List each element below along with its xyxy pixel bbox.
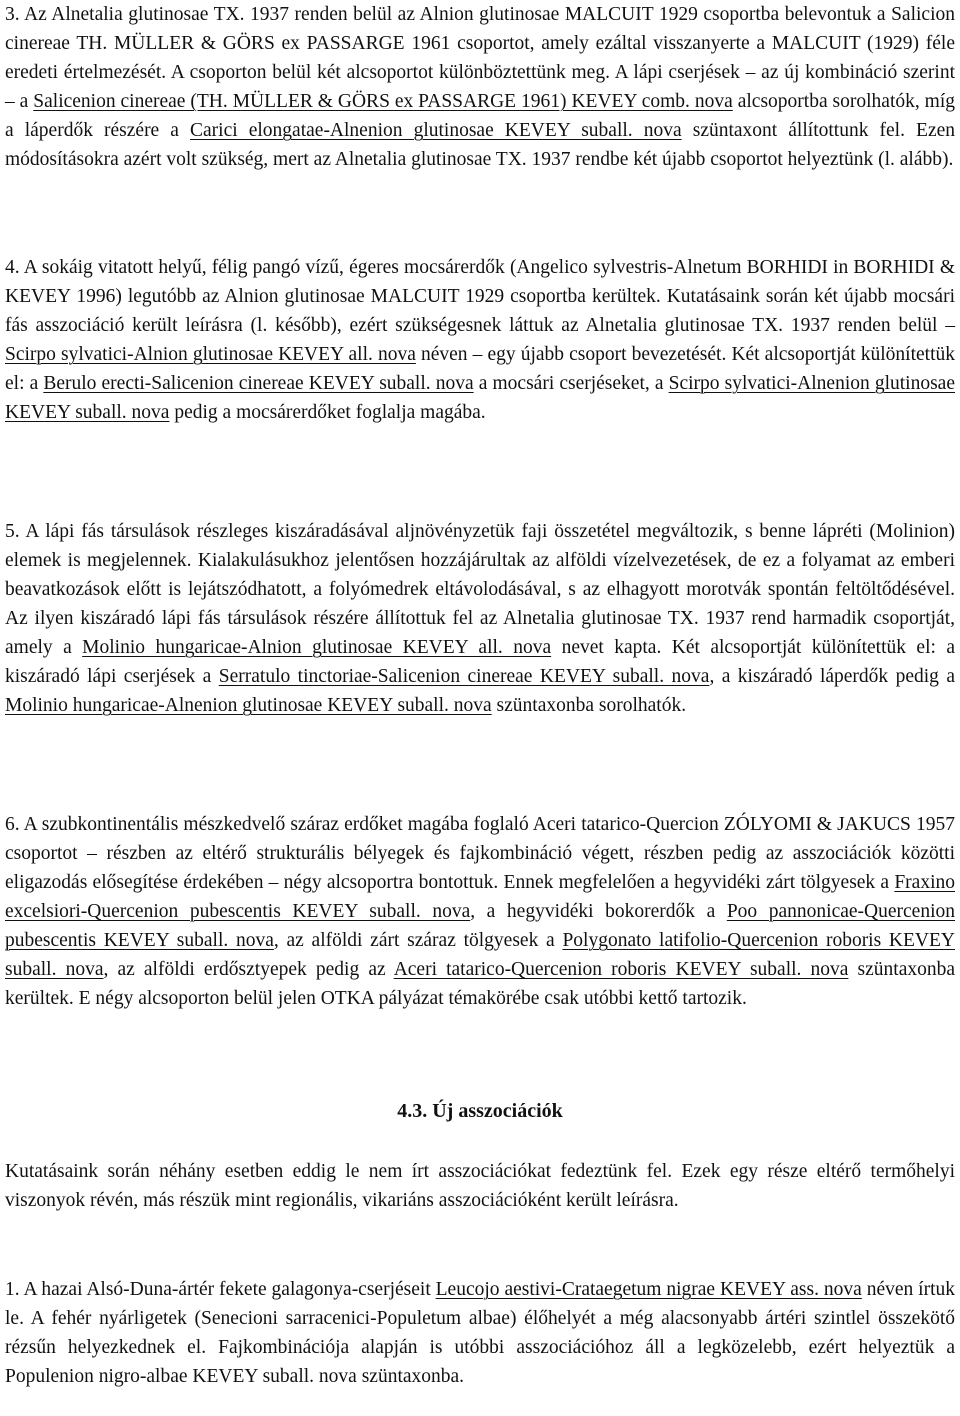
text-segment: 3. Az Alnetalia glutinosae TX. 1937 renden belül az Alnion glutinosae MALCUIT 1929 csoportba belevontuk a Salicion cinereae TH. MÜLLER & GÖRS ex PASSARGE 1961 csoportot, amely ezáltal visszanyerte a MALCUIT (1929) féle eredeti értelmezését. A csoporton belül két alcsoportot különböztettünk meg. A lápi cserjések – az új kombináció szerint – a	[5, 4, 955, 112]
text-segment: 4. A sokáig vitatott helyű, félig pangó vízű, égeres mocsárerdők (Angelico sylvestris-Alnetum BORHIDI in BORHIDI & KEVEY 1996) legutóbb az Alnion glutinosae MALCUIT 1929 csoportba kerültek. Kutatásaink során két újabb mocsári fás asszociáció került leírásra (l. később), ezért szükségesnek láttuk az Alnetalia glutinosae TX. 1937 renden belül –	[5, 257, 955, 336]
syntaxon-name: Poo pannonicae-Quercenion pubescentis KEVEY suball. nova	[5, 901, 955, 951]
text-segment: szüntaxont állítottunk fel. Ezen módosításokra azért volt szükség, mert az Alnetalia glutinosae TX. 1937 rendbe két újabb csoportot helyeztünk (l. alább).	[5, 120, 955, 170]
section-heading: 4.3. Új asszociációk	[397, 1100, 563, 1122]
text-segment: , az alföldi zárt száraz tölgyesek a	[273, 930, 563, 951]
syntaxon-name: Polygonato latifolio-Quercenion roboris KEVEY suball. nova	[5, 930, 955, 980]
text-segment: néven – egy újabb csoport bevezetését. Két alcsoportját különítettük el: a	[5, 344, 955, 394]
syntaxon-name: Carici elongatae-Alnenion glutinosae KEVEY suball. nova	[190, 120, 682, 141]
text-segment: , az alföldi erdősztyepek pedig az	[103, 959, 394, 980]
syntaxon-name: Molinio hungaricae-Alnenion glutinosae KEVEY suball. nova	[5, 695, 492, 716]
syntaxon-name: Berulo erecti-Salicenion cinereae KEVEY suball. nova	[43, 373, 474, 394]
syntaxon-name: Molinio hungaricae-Alnion glutinosae KEVEY all. nova	[82, 637, 552, 658]
text-segment: szüntaxonba kerültek. E négy alcsoporton belül jelen OTKA pályázat témakörébe csak utóbbi kettő tartozik.	[5, 959, 956, 1009]
text-segment: néven írtuk le. A fehér nyárligetek (Senecioni sarracenici-Populetum albae) élőhelyét a még alacsonyabb ártéri szintlel összekötő rézsűn helyezkednek el. Fajkombinációja alapján is utóbbi asszociációhoz áll a legközelebb, ezért helyeztük a Populenion nigro-albae KEVEY suball. nova szüntaxonba.	[5, 1279, 955, 1387]
text-segment: a mocsári cserjéseket, a	[473, 373, 669, 394]
paragraph-5	[5, 517, 955, 720]
syntaxon-name: Serratulo tinctoriae-Salicenion cinereae KEVEY suball. nova	[218, 666, 710, 687]
text-segment: 5. A lápi fás társulások részleges kiszáradásával aljnövényzetük faji összetétel megváltozik, s benne lápréti (Molinion) elemek is megjelennek. Kialakulásukhoz jelentősen hozzájárultak az alföldi vízelvezetések, de ez a folyamat az emberi beavatkozások előtt is lejátszódhatott, a folyómedrek eltávolodásával, s az elhagyott morotvák spontán feltöltődésével. Az ilyen kiszáradó lápi fás társulások részére állítottuk fel az Alnetalia glutinosae TX. 1937 rend harmadik csoportját, amely a	[5, 521, 955, 658]
text-segment: szüntaxonba sorolhatók.	[491, 695, 687, 716]
paragraph-3	[5, 0, 955, 174]
text-segment: 6. A szubkontinentális mészkedvelő száraz erdőket magába foglaló Aceri tatarico-Quercion ZÓLYOMI & JAKUCS 1957 csoportot – részben az eltérő strukturális bélyegek és fajkombináció végett, részben pedig az asszociációk közötti eligazodás elősegítése érdekében – négy alcsoportra bontottuk. Ennek megfelelően a hegyvidéki zárt tölgyesek a	[5, 814, 955, 893]
syntaxon-name: Leucojo aestivi-Crataegetum nigrae KEVEY ass. nova	[435, 1279, 862, 1300]
paragraph-1-new-association	[5, 1275, 955, 1391]
text-segment: pedig a mocsárerdőket foglalja magába.	[169, 402, 486, 423]
paragraph-4	[5, 253, 955, 427]
text-segment: nevet kapta. Két alcsoportját különítettük el: a kiszáradó lápi cserjések a	[5, 637, 955, 687]
syntaxon-name: Scirpo sylvatici-Alnenion glutinosae KEVEY suball. nova	[5, 373, 955, 423]
text-segment: , a hegyvidéki bokorerdők a	[470, 901, 727, 922]
syntaxon-name: Fraxino excelsiori-Quercenion pubescentis KEVEY suball. nova	[5, 872, 955, 922]
syntaxon-name: Scirpo sylvatici-Alnion glutinosae KEVEY all. nova	[5, 344, 416, 365]
syntaxon-name: Salicenion cinereae (TH. MÜLLER & GÖRS ex PASSARGE 1961) KEVEY comb. nova	[33, 91, 733, 112]
paragraph-6	[5, 810, 955, 1013]
text-segment: , a kiszáradó láperdők pedig a	[709, 666, 955, 687]
syntaxon-name: Aceri tatarico-Quercenion roboris KEVEY suball. nova	[393, 959, 849, 980]
paragraph-intro	[5, 1157, 955, 1215]
text-segment: alcsoportba sorolhatók, míg a láperdők részére a	[5, 91, 956, 141]
text-segment: Kutatásaink során néhány esetben eddig le nem írt asszociációkat fedeztünk fel. Ezek egy része eltérő termőhelyi viszonyok révén, más részük mint regionális, vikariáns asszociációként került leírásra.	[5, 1161, 955, 1211]
text-segment: 1. A hazai Alsó-Duna-ártér fekete galagonya-cserjéseit	[5, 1279, 436, 1300]
